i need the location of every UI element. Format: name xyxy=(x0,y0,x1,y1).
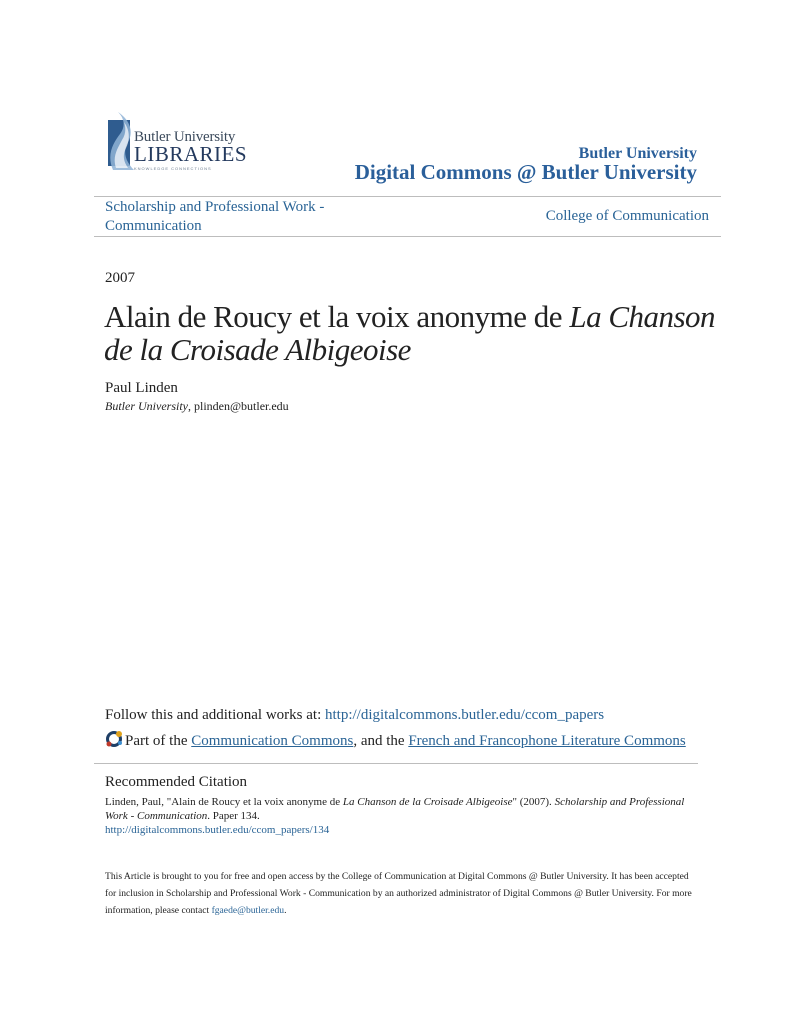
communication-commons-link[interactable]: Communication Commons xyxy=(191,733,354,749)
citation-url-link[interactable]: http://digitalcommons.butler.edu/ccom_papers/134 xyxy=(105,824,330,836)
nav-divider xyxy=(94,236,721,237)
collection-url-link[interactable]: http://digitalcommons.butler.edu/ccom_papers xyxy=(324,707,605,723)
series-link[interactable]: Scholarship and Professional Work - Communication xyxy=(105,199,325,234)
citation-divider xyxy=(94,763,698,764)
notice-end: . xyxy=(284,905,287,916)
logo-wordmark xyxy=(134,130,247,171)
contact-email-link[interactable]: fgaede@butler.edu xyxy=(211,905,285,916)
citation-text-c: . Paper 134. xyxy=(207,810,260,822)
logo-line-university: Butler University xyxy=(134,129,236,145)
header-organization[interactable]: Butler University xyxy=(578,145,697,162)
french-literature-commons-link[interactable]: French and Francophone Literature Commons xyxy=(408,733,686,749)
follow-prefix: Follow this and additional works at: xyxy=(105,707,325,723)
article-title xyxy=(104,300,724,366)
affiliation-email: , plinden@butler.edu xyxy=(187,399,289,413)
author-affiliation xyxy=(105,399,289,414)
citation-heading: Recommended Citation xyxy=(105,774,248,790)
title-plain-part: Alain de Roucy et la voix anonyme de xyxy=(104,299,570,334)
citation-body xyxy=(105,795,695,837)
citation-italic-series: Scholarship and Professional Work - Communication xyxy=(105,796,685,822)
flame-emblem-icon xyxy=(104,110,138,174)
logo-tagline: KNOWLEDGE CONNECTIONS xyxy=(134,166,212,171)
publication-year: 2007 xyxy=(105,270,135,286)
butler-libraries-logo xyxy=(104,108,248,178)
title-italic-part: La Chanson de la Croisade Albigeoise xyxy=(104,299,716,367)
citation-italic-title: La Chanson de la Croisade Albigeoise xyxy=(342,796,513,808)
author-name: Paul Linden xyxy=(105,380,178,396)
logo-line-libraries: LIBRARIES xyxy=(134,142,248,166)
affiliation-institution: Butler University xyxy=(105,399,188,413)
college-link[interactable]: College of Communication xyxy=(545,208,709,224)
top-divider xyxy=(94,196,721,197)
header-repository-title[interactable]: Digital Commons @ Butler University xyxy=(354,160,697,184)
citation-text-b: " (2007). xyxy=(512,796,555,808)
access-notice xyxy=(105,868,695,919)
part-of-prefix: Part of the xyxy=(125,733,192,749)
part-of-line xyxy=(105,730,686,750)
follow-line xyxy=(105,707,604,724)
network-commons-icon xyxy=(105,730,123,748)
notice-text: This Article is brought to you for free and open access by the College of Communication at Digital Commons @ Butler University. It has been accepted for inclusion in Scholarship and Professional Work - Communication by an authorized administrator of Digital Commons @ Butler University. For more information, please contact xyxy=(105,871,692,916)
part-of-mid: , and the xyxy=(353,733,409,749)
citation-text-a: Linden, Paul, "Alain de Roucy et la voix anonyme de xyxy=(105,796,343,808)
